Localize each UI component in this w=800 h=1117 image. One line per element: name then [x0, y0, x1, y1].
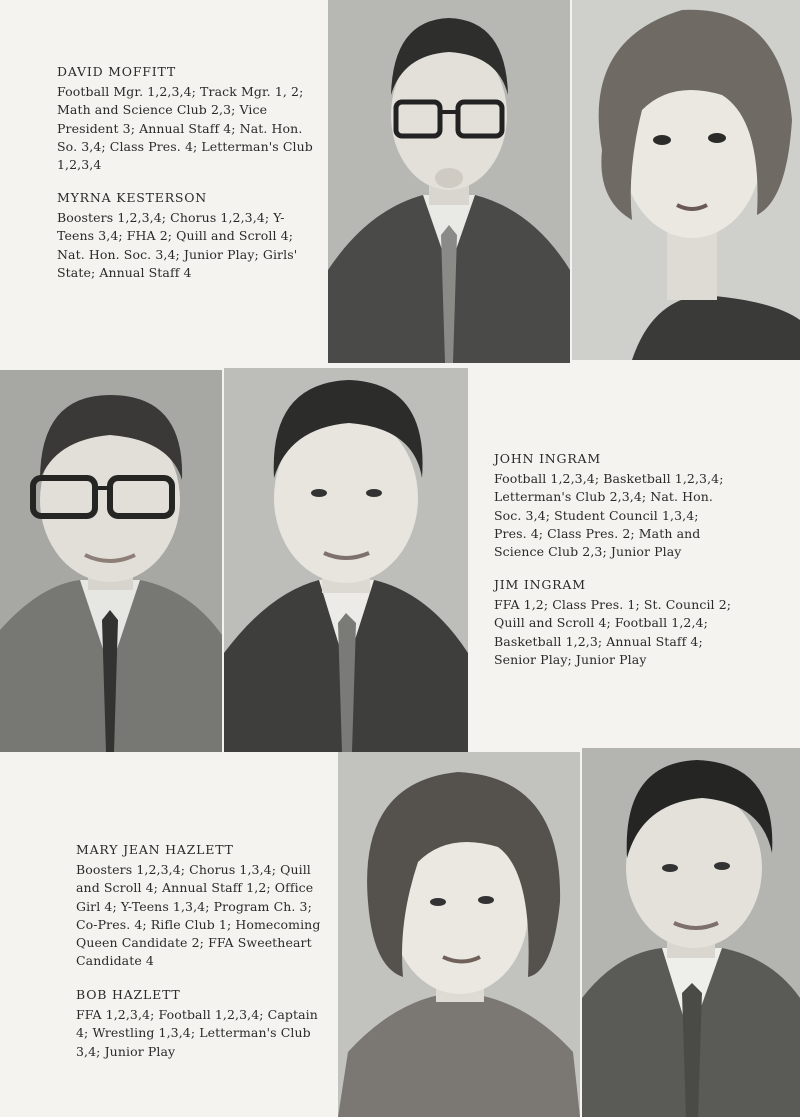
student-name: BOB HAZLETT	[76, 987, 181, 1002]
student-activities: Boosters 1,2,3,4; Chorus 1,3,4; Quill and Scroll 4; Annual Staff 1,2; Office Girl 4; Y-Teens 1,3,4; Program Ch. 3; Co-Pres. 4; Rifle Club 1; Homecoming Queen Candidate 2; FFA Sweetheart Candidate 4	[76, 862, 321, 969]
student-name: MARY JEAN HAZLETT	[76, 842, 234, 857]
entry-mary-jean-hazlett	[76, 841, 326, 970]
entry-john-ingram	[494, 450, 734, 561]
student-activities: Football 1,2,3,4; Basketball 1,2,3,4; Letterman's Club 2,3,4; Nat. Hon. Soc. 3,4; Student Council 1,3,4; Pres. 4; Class Pres. 2; Math and Science Club 2,3; Junior Play	[494, 471, 724, 560]
portrait-photo-david-moffitt	[328, 0, 570, 363]
entry-jim-ingram	[494, 576, 734, 669]
portrait-photo-bob-hazlett	[582, 748, 800, 1117]
portrait-photo-boy-glasses	[0, 370, 222, 752]
student-activities: Boosters 1,2,3,4; Chorus 1,2,3,4; Y-Teens 3,4; FHA 2; Quill and Scroll 4; Nat. Hon. Soc. 3,4; Junior Play; Girls' State; Annual Staff 4	[57, 210, 298, 280]
student-name: JOHN INGRAM	[494, 451, 601, 466]
portrait-photo-myrna-kesterson	[572, 0, 800, 360]
student-activities: FFA 1,2,3,4; Football 1,2,3,4; Captain 4; Wrestling 1,3,4; Letterman's Club 3,4; Junior Play	[76, 1007, 318, 1059]
portrait-photo-mary-jean-hazlett	[338, 752, 580, 1117]
entry-myrna-kesterson	[57, 189, 319, 282]
entry-bob-hazlett	[76, 986, 326, 1061]
student-name: JIM INGRAM	[494, 577, 586, 592]
student-activities: Football Mgr. 1,2,3,4; Track Mgr. 1, 2; Math and Science Club 2,3; Vice President 3; Annual Staff 4; Nat. Hon. So. 3,4; Class Pres. 4; Letterman's Club 1,2,3,4	[57, 84, 313, 173]
portrait-photo-boy	[224, 368, 468, 752]
student-name: MYRNA KESTERSON	[57, 190, 208, 205]
student-activities: FFA 1,2; Class Pres. 1; St. Council 2; Quill and Scroll 4; Football 1,2,4; Basketball 1,2,3; Annual Staff 4; Senior Play; Junior Play	[494, 597, 732, 667]
entry-david-moffitt	[57, 63, 319, 174]
student-name: DAVID MOFFITT	[57, 64, 177, 79]
